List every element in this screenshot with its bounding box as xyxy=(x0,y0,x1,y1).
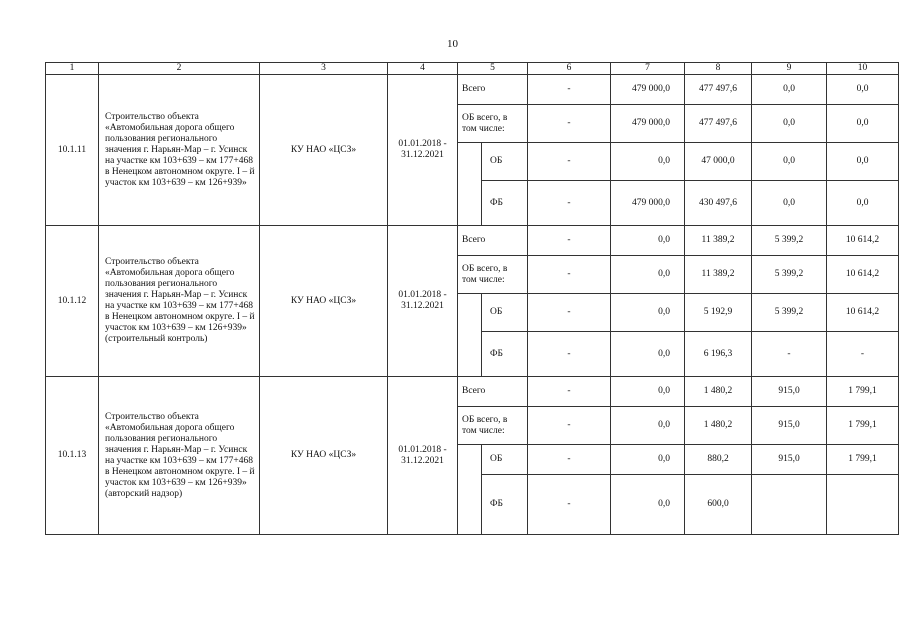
object-name: Строительство объекта «Автомобильная дорога общего пользования регионального значения г. Нарьян-Мар – г. Усинск на участке км 103+639 – км 177+468 в Ненецком автономном округе. I – й участок км 103+639 – км 126+939» xyxy=(99,75,260,226)
cell-col6: - xyxy=(528,407,611,445)
cell-col10: 1 799,1 xyxy=(827,445,899,475)
indent-spacer xyxy=(458,294,482,332)
cell-col6: - xyxy=(528,143,611,181)
cell-col7: 0,0 xyxy=(611,256,685,294)
cell-col6: - xyxy=(528,377,611,407)
funding-label: ОБ xyxy=(482,143,528,181)
cell-col10: 0,0 xyxy=(827,143,899,181)
cell-col6: - xyxy=(528,332,611,377)
cell-col7: 0,0 xyxy=(611,294,685,332)
indent-spacer xyxy=(458,475,482,535)
cell-col9: 915,0 xyxy=(752,445,827,475)
cell-col6: - xyxy=(528,256,611,294)
header-cell: 9 xyxy=(752,63,827,75)
cell-col9: 915,0 xyxy=(752,377,827,407)
header-cell: 5 xyxy=(458,63,528,75)
cell-col7: 479 000,0 xyxy=(611,105,685,143)
funding-label: Всего xyxy=(458,226,528,256)
cell-col8: 11 389,2 xyxy=(685,226,752,256)
indent-spacer xyxy=(458,181,482,226)
funding-label: ФБ xyxy=(482,332,528,377)
header-row xyxy=(46,63,899,75)
cell-col8: 477 497,6 xyxy=(685,75,752,105)
funding-label: ОБ xyxy=(482,445,528,475)
cell-col8: 47 000,0 xyxy=(685,143,752,181)
cell-col8: 11 389,2 xyxy=(685,256,752,294)
funding-label: ФБ xyxy=(482,475,528,535)
period: 01.01.2018 - 31.12.2021 xyxy=(388,75,458,226)
page-number: 10 xyxy=(447,38,458,50)
cell-col10: 1 799,1 xyxy=(827,407,899,445)
header-cell: 2 xyxy=(99,63,260,75)
header-cell: 1 xyxy=(46,63,99,75)
cell-col8: 1 480,2 xyxy=(685,407,752,445)
cell-col7: 479 000,0 xyxy=(611,75,685,105)
cell-col8: 880,2 xyxy=(685,445,752,475)
cell-col10: - xyxy=(827,332,899,377)
cell-col10: 0,0 xyxy=(827,75,899,105)
indent-spacer xyxy=(458,332,482,377)
executor: КУ НАО «ЦСЗ» xyxy=(260,377,388,535)
cell-col6: - xyxy=(528,181,611,226)
cell-col8: 1 480,2 xyxy=(685,377,752,407)
cell-col9: - xyxy=(752,332,827,377)
header-cell: 10 xyxy=(827,63,899,75)
table-row xyxy=(46,75,899,105)
object-name: Строительство объекта «Автомобильная дорога общего пользования регионального значения г. Нарьян-Мар – г. Усинск на участке км 103+639 – км 177+468 в Ненецком автономном округе. I – й участок км 103+639 – км 126+939» (строительный контроль) xyxy=(99,226,260,377)
cell-col10: 0,0 xyxy=(827,181,899,226)
executor: КУ НАО «ЦСЗ» xyxy=(260,75,388,226)
cell-col9: 5 399,2 xyxy=(752,294,827,332)
cell-col6: - xyxy=(528,105,611,143)
funding-label: Всего xyxy=(458,377,528,407)
header-cell: 8 xyxy=(685,63,752,75)
indent-spacer xyxy=(458,445,482,475)
cell-col8: 6 196,3 xyxy=(685,332,752,377)
cell-col9 xyxy=(752,475,827,535)
funding-label: ОБ xyxy=(482,294,528,332)
cell-col9: 0,0 xyxy=(752,105,827,143)
header-cell: 3 xyxy=(260,63,388,75)
cell-col9: 0,0 xyxy=(752,143,827,181)
cell-col10 xyxy=(827,475,899,535)
cell-col6: - xyxy=(528,445,611,475)
cell-col9: 0,0 xyxy=(752,75,827,105)
row-id: 10.1.13 xyxy=(46,377,99,535)
executor: КУ НАО «ЦСЗ» xyxy=(260,226,388,377)
header-cell: 7 xyxy=(611,63,685,75)
cell-col9: 0,0 xyxy=(752,181,827,226)
cell-col7: 0,0 xyxy=(611,407,685,445)
period: 01.01.2018 - 31.12.2021 xyxy=(388,377,458,535)
cell-col7: 479 000,0 xyxy=(611,181,685,226)
cell-col7: 0,0 xyxy=(611,445,685,475)
funding-label: ОБ всего, в том числе: xyxy=(458,407,528,445)
funding-label: ФБ xyxy=(482,181,528,226)
cell-col7: 0,0 xyxy=(611,377,685,407)
cell-col9: 5 399,2 xyxy=(752,256,827,294)
period: 01.01.2018 - 31.12.2021 xyxy=(388,226,458,377)
row-id: 10.1.11 xyxy=(46,75,99,226)
cell-col6: - xyxy=(528,226,611,256)
cell-col7: 0,0 xyxy=(611,143,685,181)
cell-col10: 10 614,2 xyxy=(827,294,899,332)
budget-table xyxy=(45,62,899,535)
cell-col8: 430 497,6 xyxy=(685,181,752,226)
header-cell: 6 xyxy=(528,63,611,75)
object-name: Строительство объекта «Автомобильная дорога общего пользования регионального значения г. Нарьян-Мар – г. Усинск на участке км 103+639 – км 177+468 в Ненецком автономном округе. I – й участок км 103+639 – км 126+939» (авторский надзор) xyxy=(99,377,260,535)
cell-col7: 0,0 xyxy=(611,226,685,256)
funding-label: Всего xyxy=(458,75,528,105)
cell-col6: - xyxy=(528,75,611,105)
cell-col9: 5 399,2 xyxy=(752,226,827,256)
cell-col8: 5 192,9 xyxy=(685,294,752,332)
cell-col9: 915,0 xyxy=(752,407,827,445)
row-id: 10.1.12 xyxy=(46,226,99,377)
cell-col10: 1 799,1 xyxy=(827,377,899,407)
cell-col7: 0,0 xyxy=(611,332,685,377)
cell-col7: 0,0 xyxy=(611,475,685,535)
table-row xyxy=(46,377,899,407)
indent-spacer xyxy=(458,143,482,181)
table-row xyxy=(46,226,899,256)
cell-col6: - xyxy=(528,294,611,332)
funding-label: ОБ всего, в том числе: xyxy=(458,105,528,143)
cell-col10: 10 614,2 xyxy=(827,256,899,294)
cell-col10: 10 614,2 xyxy=(827,226,899,256)
cell-col8: 477 497,6 xyxy=(685,105,752,143)
cell-col10: 0,0 xyxy=(827,105,899,143)
header-cell: 4 xyxy=(388,63,458,75)
funding-label: ОБ всего, в том числе: xyxy=(458,256,528,294)
cell-col8: 600,0 xyxy=(685,475,752,535)
cell-col6: - xyxy=(528,475,611,535)
